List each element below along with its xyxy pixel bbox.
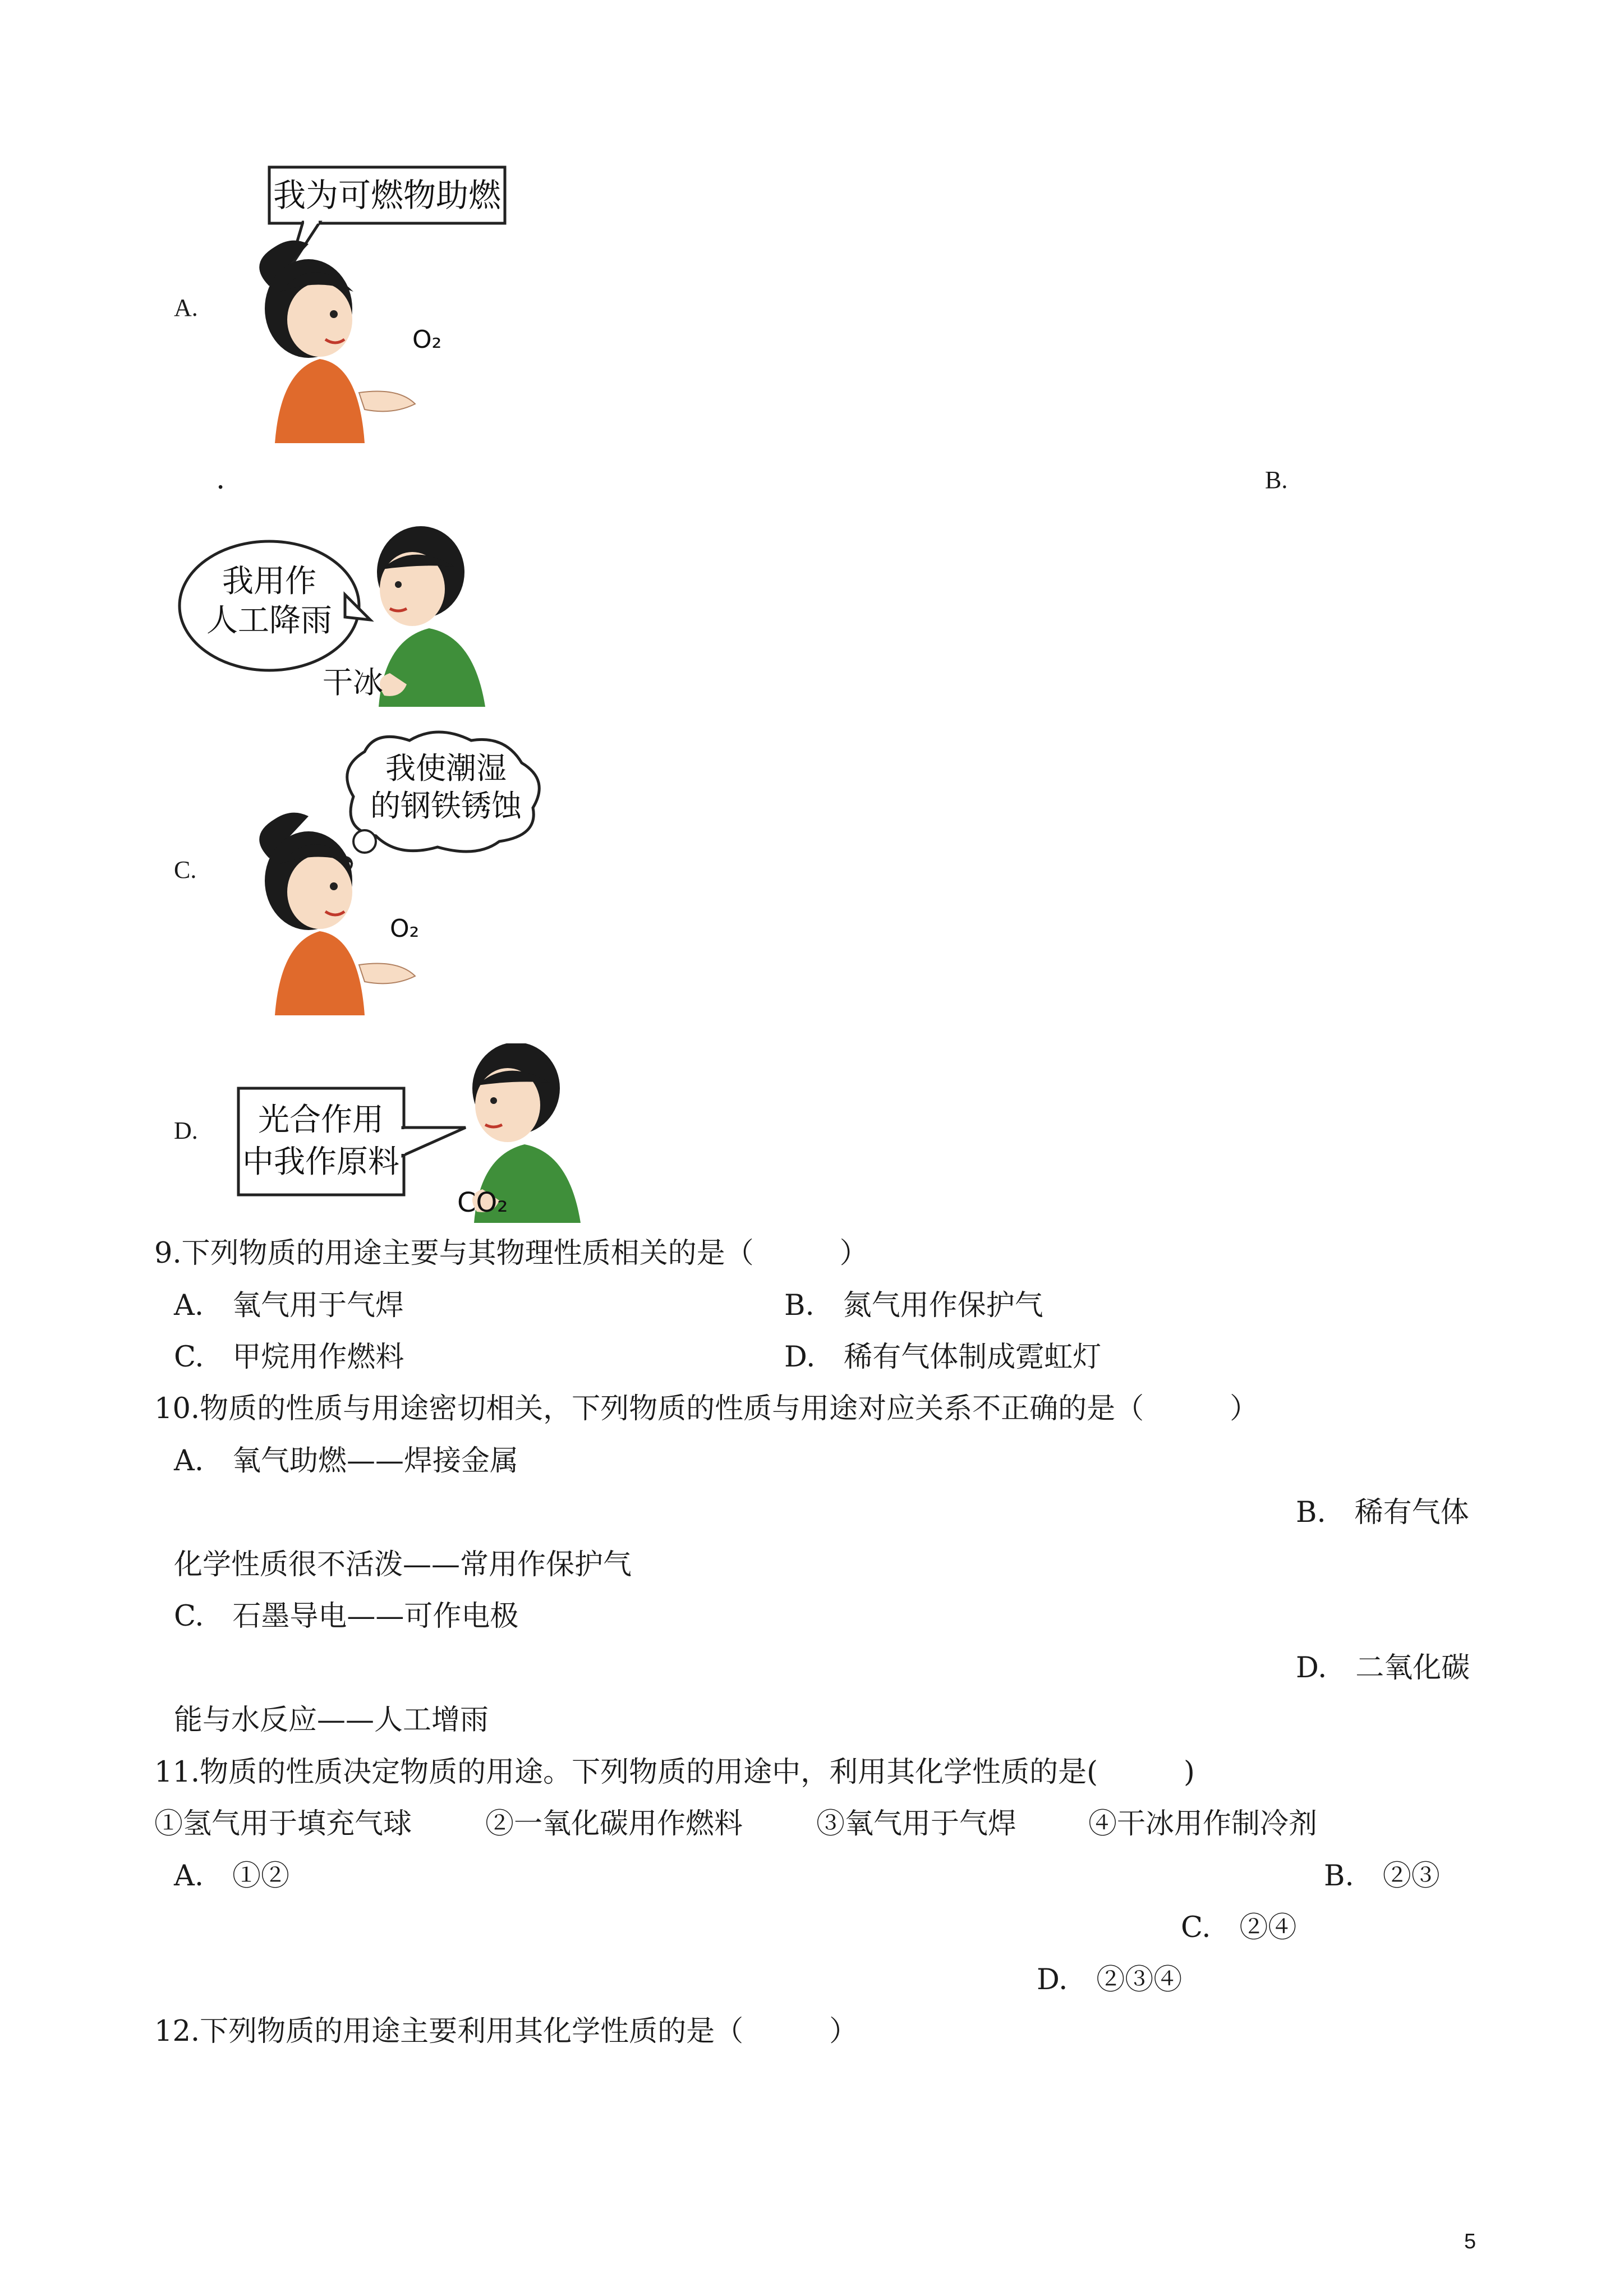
- q9-option-c: C. 甲烷用作燃料: [174, 1341, 404, 1374]
- page-number: 5: [1464, 2230, 1476, 2253]
- boy-dry-ice-illustration: [177, 522, 502, 707]
- q11-item-2: ②一氧化碳用作燃料: [485, 1807, 743, 1841]
- q10-option-a: A. 氧气助燃——焊接金属: [174, 1444, 519, 1478]
- o2-tag: O₂: [412, 325, 442, 354]
- q9-stem: 9.下列物质的用途主要与其物理性质相关的是（ ）: [154, 1237, 868, 1270]
- speech-line-2: 中我作原料: [242, 1144, 399, 1180]
- q11-option-c: C. ②④: [1181, 1911, 1297, 1944]
- option-c-label: C.: [174, 856, 197, 884]
- girl-o2-illustration-c: [236, 729, 606, 1021]
- speech-text: 我为可燃物助燃: [273, 176, 502, 214]
- q11-stem: 11.物质的性质决定物质的用途。下列物质的用途中，利用其化学性质的是( ): [154, 1756, 1195, 1789]
- thought-line-1: 我使潮湿: [385, 751, 507, 786]
- girl-o2-illustration-a: [236, 157, 527, 449]
- q11-option-d: D. ②③④: [1037, 1963, 1183, 1996]
- q10-option-b-tail: 化学性质很不活泼——常用作保护气: [174, 1548, 632, 1581]
- q11-option-a: A. ①②: [174, 1860, 290, 1893]
- co2-tag: CO₂: [457, 1187, 508, 1218]
- q9-option-a: A. 氧气用于气焊: [174, 1289, 404, 1322]
- q10-option-b-head: B. 稀有气体: [1296, 1496, 1469, 1529]
- speech-line-1: 我用作: [222, 563, 316, 600]
- q10-option-c: C. 石墨导电——可作电极: [174, 1600, 519, 1633]
- option-b-label: B.: [1265, 466, 1288, 494]
- speech-line-2: 人工降雨: [206, 602, 332, 639]
- q10-option-d-head: D. 二氧化碳: [1296, 1651, 1470, 1685]
- dry-ice-tag: 干冰: [323, 665, 383, 700]
- boy-co2-illustration: [236, 1043, 606, 1223]
- speech-line-1: 光合作用: [258, 1102, 384, 1138]
- q10-option-d-tail: 能与水反应——人工增雨: [174, 1704, 489, 1737]
- q11-item-4: ④干冰用作制冷剂: [1088, 1807, 1318, 1841]
- thought-line-2: 的钢铁锈蚀: [370, 788, 522, 823]
- q9-option-d: D. 稀有气体制成霓虹灯: [784, 1341, 1102, 1374]
- q11-option-b: B. ②③: [1324, 1860, 1440, 1893]
- stray-dot: .: [216, 463, 226, 496]
- o2-tag: O₂: [390, 914, 420, 943]
- q12-stem: 12.下列物质的用途主要利用其化学性质的是（ ）: [154, 2015, 858, 2048]
- option-d-label: D.: [174, 1117, 198, 1144]
- option-a-label: A.: [174, 294, 198, 321]
- q11-item-3: ③氧气用于气焊: [816, 1807, 1017, 1841]
- q11-item-1: ①氢气用于填充气球: [154, 1807, 412, 1841]
- q10-stem: 10.物质的性质与用途密切相关，下列物质的性质与用途对应关系不正确的是（ ）: [154, 1392, 1259, 1425]
- q9-option-b: B. 氮气用作保护气: [784, 1289, 1043, 1322]
